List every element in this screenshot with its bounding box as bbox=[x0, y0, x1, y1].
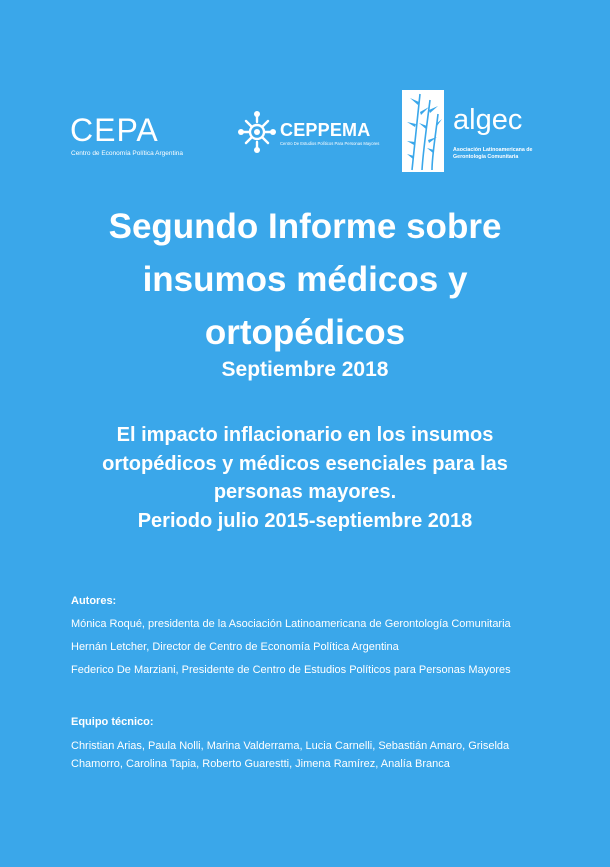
algec-subtitle-line2: Gerontología Comunitaria bbox=[453, 153, 519, 160]
technical-team-section bbox=[71, 714, 551, 773]
cepa-logo-subtitle: Centro de Economía Política Argentina bbox=[71, 150, 184, 157]
ceppema-logo-name: CEPPEMA bbox=[280, 120, 371, 140]
cepa-logo-name: CEPA bbox=[70, 112, 159, 148]
report-date: Septiembre 2018 bbox=[221, 358, 389, 381]
algec-bamboo-panel bbox=[402, 90, 444, 172]
algec-subtitle-line1: Asociación Latinoamericana de bbox=[453, 147, 533, 153]
author-entry: Mónica Roqué, presidenta de la Asociación Latinoamericana de Gerontología Comunitaria bbox=[71, 618, 511, 630]
algec-logo bbox=[402, 90, 542, 174]
algec-logo-name: algec bbox=[453, 104, 523, 136]
algec-logo-subtitle bbox=[453, 147, 532, 160]
report-subtitle: El impacto inflacionario en los insumos ortopédicos y médicos esenciales para las personas mayores. Periodo julio 2015-septiembre 2018 bbox=[102, 424, 508, 532]
ceppema-logo-subtitle: Centro De Estudios Políticos Para Personas Mayores bbox=[280, 141, 380, 146]
technical-team-heading: Equipo técnico: bbox=[71, 716, 154, 728]
technical-team-members: Christian Arias, Paula Nolli, Marina Valderrama, Lucia Carnelli, Sebastián Amaro, Griselda Chamorro, Carolina Tapia, Roberto Guarestti, Jimena Ramírez, Analía Branca bbox=[71, 740, 510, 770]
ceppema-logo bbox=[238, 110, 378, 154]
author-entry: Federico De Marziani, Presidente de Centro de Estudios Políticos para Personas Mayores bbox=[71, 664, 511, 676]
author-entry: Hernán Letcher, Director de Centro de Economía Política Argentina bbox=[71, 641, 399, 653]
cepa-logo bbox=[70, 112, 184, 164]
bamboo-icon bbox=[402, 90, 444, 172]
report-title: Segundo Informe sobre insumos médicos y ortopédicos bbox=[108, 207, 502, 352]
authors-section bbox=[71, 593, 551, 685]
authors-heading: Autores: bbox=[71, 595, 117, 607]
ceppema-emblem-icon bbox=[238, 110, 276, 154]
logo-bar bbox=[0, 0, 610, 180]
